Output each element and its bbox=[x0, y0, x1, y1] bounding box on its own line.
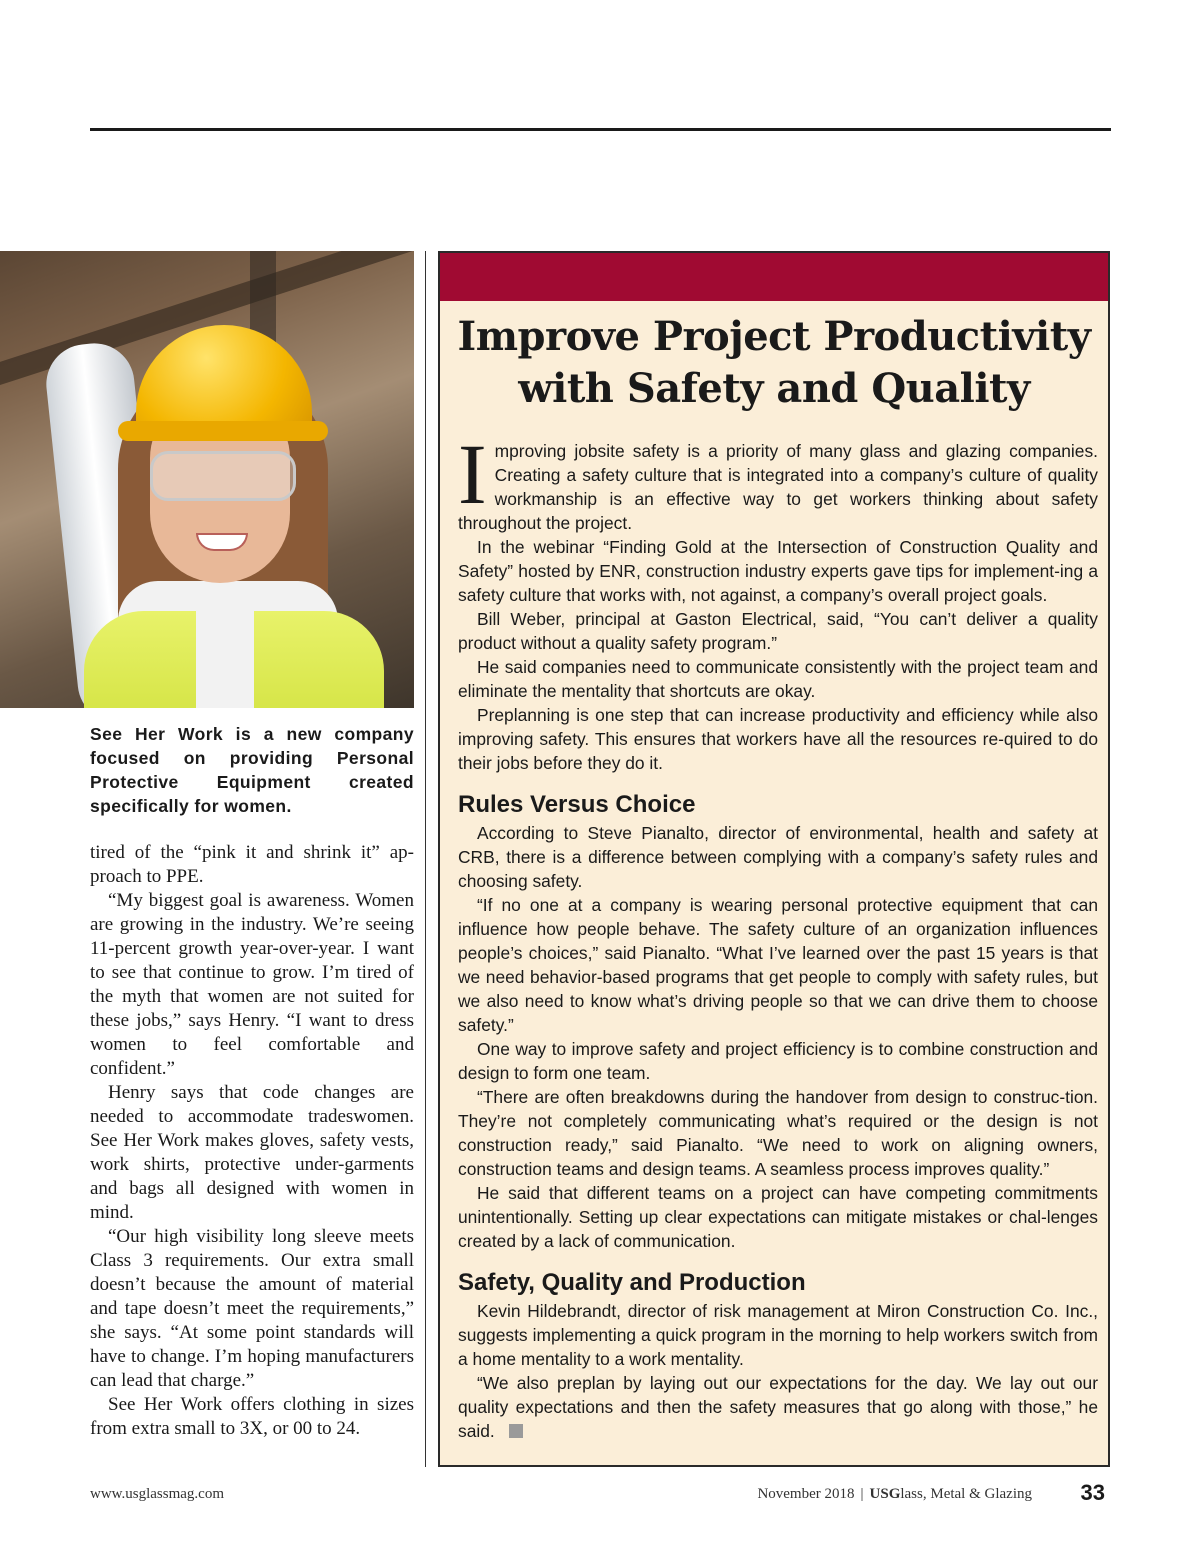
footer-date: November 2018 bbox=[757, 1486, 855, 1502]
photo-caption: See Her Work is a new company focused on providing Personal Protective Equipment created specifically for women. bbox=[90, 724, 414, 816]
left-paragraph: tired of the “pink it and shrink it” ap-proach to PPE. bbox=[90, 842, 414, 887]
body-paragraph: He said that different teams on a project can have competing commitments unintentionally. Setting up clear expectations can mitigate mistakes or chal-lenges created by a lack of communication. bbox=[458, 1183, 1098, 1251]
sidebar-color-band bbox=[440, 253, 1108, 301]
sidebar-title-line2: with Safety and Quality bbox=[518, 365, 1030, 412]
column-divider bbox=[425, 251, 426, 1467]
sidebar-box bbox=[438, 251, 1110, 1467]
section-heading-rules: Rules Versus Choice bbox=[458, 791, 696, 818]
hard-hat bbox=[136, 325, 312, 435]
left-paragraph: “Our high visibility long sleeve meets Class 3 requirements. Our extra small doesn’t because the amount of material and tape doesn’t meet the requirements,” she says. “At some point standards will have to change. I’m hoping manufacturers can lead that charge.” bbox=[90, 1226, 414, 1391]
safety-glasses bbox=[150, 451, 296, 501]
body-paragraph: “There are often breakdowns during the handover from design to construc-tion. They’re not completely communicating what’s required or the design is not construction ready,” said Pianalto. “We need to work on aligning owners, construction teams and design teams. A seamless process improves quality.” bbox=[458, 1087, 1098, 1179]
last-paragraph bbox=[458, 1371, 1098, 1443]
top-rule bbox=[90, 128, 1111, 131]
sidebar-body bbox=[458, 426, 1098, 1443]
body-paragraph: According to Steve Pianalto, director of environmental, health and safety at CRB, there is a difference between complying with a company’s safety rules and choosing safety. bbox=[458, 823, 1098, 891]
page-number: 33 bbox=[1080, 1480, 1105, 1505]
footer-publication bbox=[757, 1486, 1032, 1503]
intro-paragraph bbox=[458, 426, 1098, 535]
body-paragraph: Bill Weber, principal at Gaston Electrical, said, “You can’t deliver a quality product without a quality safety program.” bbox=[458, 609, 1098, 653]
body-paragraph: One way to improve safety and project efficiency is to combine construction and design to form one team. bbox=[458, 1039, 1098, 1083]
left-paragraph: “My biggest goal is awareness. Women are growing in the industry. We’re seeing 11-percent growth year-over-year. I want to see that continue to grow. I’m tired of the myth that women are not suited for these jobs,” says Henry. “I want to dress women to feel comfortable and confident.” bbox=[90, 890, 414, 1079]
left-paragraph: See Her Work offers clothing in sizes from extra small to 3X, or 00 to 24. bbox=[90, 1394, 414, 1439]
body-paragraph: In the webinar “Finding Gold at the Intersection of Construction Quality and Safety” hosted by ENR, construction industry experts gave tips for implement-ing a safety culture that works with, not against, a company’s overall project goals. bbox=[458, 537, 1098, 605]
drop-cap: I bbox=[458, 426, 487, 522]
left-paragraph: Henry says that code changes are needed to accommodate tradeswomen. See Her Work makes gloves, safety vests, work shirts, protective under-garments and bags all designed with women in mind. bbox=[90, 1082, 414, 1223]
body-paragraph: Preplanning is one step that can increase productivity and efficiency while also improving safety. This ensures that workers have all the resources re-quired to do their jobs before they do it. bbox=[458, 705, 1098, 773]
section-heading-safety: Safety, Quality and Production bbox=[458, 1269, 806, 1296]
sidebar-title-line1: Improve Project Productivity bbox=[457, 313, 1091, 360]
body-paragraph: Kevin Hildebrandt, director of risk management at Miron Construction Co. Inc., suggests implementing a quick program in the morning to help workers switch from a home mentality to a work mentality. bbox=[458, 1301, 1098, 1369]
body-paragraph: “If no one at a company is wearing personal protective equipment that can influence how people behave. The safety culture of an organization influences people’s choices,” said Pianalto. “What I’ve learned over the past 15 years is that we need behavior-based programs that get people to comply with safety rules, but we also need to know what’s driving people so that we can drive them to choose safety.” bbox=[458, 895, 1098, 1035]
last-paragraph-text: “We also preplan by laying out our expectations for the day. We lay out our quality expectations and then the safety measures that go along with those,” he said. bbox=[458, 1373, 1098, 1441]
left-column-text bbox=[90, 841, 414, 1441]
body-paragraph: He said companies need to communicate consistently with the project team and eliminate the mentality that shortcuts are okay. bbox=[458, 657, 1098, 701]
footer-separator: | bbox=[860, 1486, 864, 1502]
footer-url: www.usglassmag.com bbox=[90, 1486, 225, 1502]
sidebar-title bbox=[440, 311, 1108, 415]
footer-pub-bold: USG bbox=[869, 1486, 901, 1502]
end-mark-icon bbox=[509, 1424, 523, 1438]
worker-photo bbox=[0, 251, 414, 708]
intro-text: mproving jobsite safety is a priority of many glass and glazing companies. Creating a safety culture that is integrated into a company’s culture of quality workmanship is an effective way to get workers thinking about safety throughout the project. bbox=[458, 441, 1098, 533]
footer-pub-rest: lass, Metal & Glazing bbox=[900, 1486, 1032, 1502]
